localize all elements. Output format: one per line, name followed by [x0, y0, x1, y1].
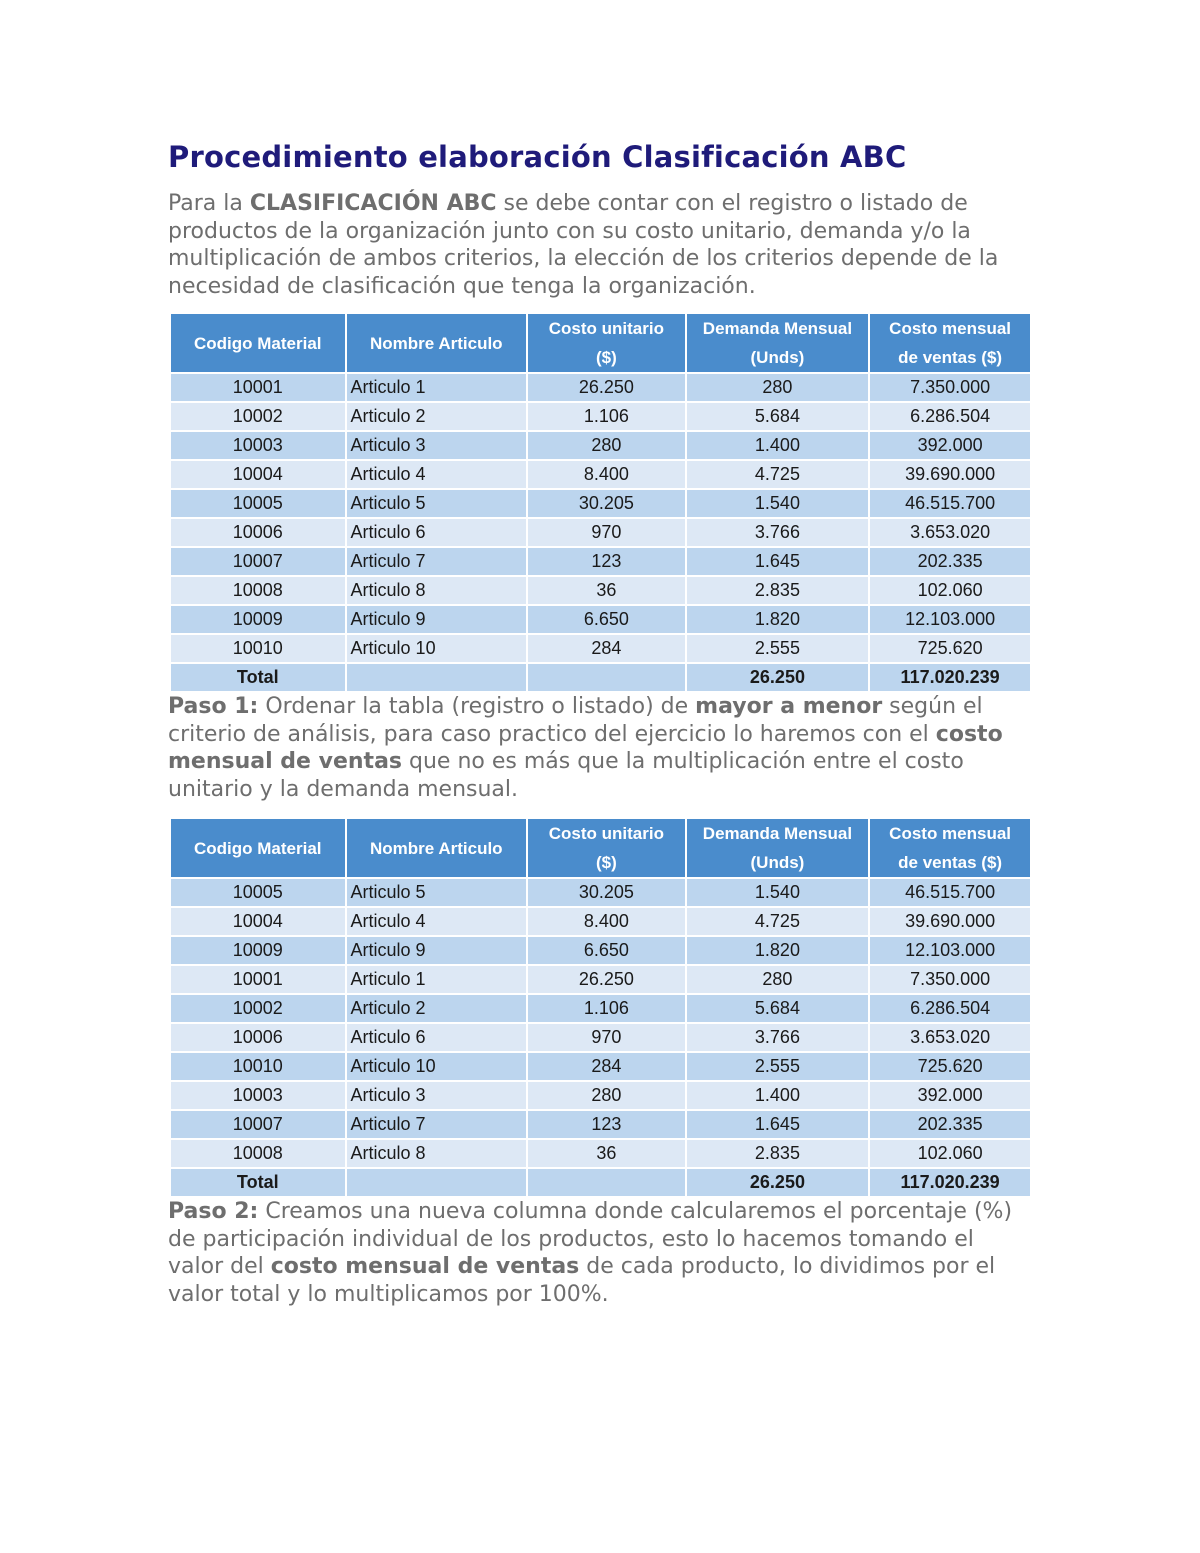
cell-costo-mensual: 39.690.000: [869, 460, 1031, 489]
header-nombre: Nombre Articulo: [346, 818, 528, 878]
cell-codigo: 10007: [170, 1110, 346, 1139]
cell-costo-unitario: 30.205: [527, 878, 686, 907]
cell-codigo: 10010: [170, 1052, 346, 1081]
cell-demanda: 1.540: [686, 878, 870, 907]
cell-nombre: Articulo 3: [346, 1081, 528, 1110]
cell-costo-unitario: 123: [527, 547, 686, 576]
cell-demanda: 3.766: [686, 518, 870, 547]
cell-costo-unitario: 8.400: [527, 907, 686, 936]
total-demanda: 26.250: [686, 1168, 870, 1197]
table-row: [170, 431, 1031, 460]
cell-nombre: Articulo 4: [346, 907, 528, 936]
cell-nombre: Articulo 3: [346, 431, 528, 460]
table-total-row: [170, 1168, 1031, 1197]
cell-costo-mensual: 39.690.000: [869, 907, 1031, 936]
cell-costo-mensual: 202.335: [869, 1110, 1031, 1139]
cell-costo-unitario: 26.250: [527, 373, 686, 402]
cell-demanda: 2.555: [686, 1052, 870, 1081]
table-row: [170, 965, 1031, 994]
cell-costo-unitario: 36: [527, 1139, 686, 1168]
paso1-paragraph: Paso 1: Ordenar la tabla (registro o listado) de mayor a menor según el criterio de análisis, para caso practico del ejercicio lo haremos con el costo mensual de ventas que no es más que la multiplicación entre el costo unitario y la demanda mensual.: [168, 694, 1003, 802]
cell-costo-mensual: 3.653.020: [869, 1023, 1031, 1052]
header-costo-unitario: Costo unitario ($): [527, 818, 686, 878]
table-row: [170, 402, 1031, 431]
cell-demanda: 4.725: [686, 907, 870, 936]
intro-text-1: Para la: [168, 191, 250, 216]
cell-nombre: Articulo 8: [346, 1139, 528, 1168]
cell-codigo: 10003: [170, 1081, 346, 1110]
header-nombre: Nombre Articulo: [346, 313, 528, 373]
cell-costo-unitario: 36: [527, 576, 686, 605]
paso2-bold-1: costo mensual de ventas: [270, 1254, 580, 1279]
cell-nombre: Articulo 10: [346, 1052, 528, 1081]
cell-demanda: 5.684: [686, 994, 870, 1023]
cell-demanda: 280: [686, 373, 870, 402]
cell-nombre: Articulo 9: [346, 936, 528, 965]
cell-codigo: 10006: [170, 518, 346, 547]
table-row: [170, 1023, 1031, 1052]
cell-costo-mensual: 46.515.700: [869, 489, 1031, 518]
cell-costo-mensual: 725.620: [869, 1052, 1031, 1081]
total-label: Total: [170, 1168, 346, 1197]
table-row: [170, 878, 1031, 907]
cell-demanda: 1.645: [686, 547, 870, 576]
cell-codigo: 10007: [170, 547, 346, 576]
table-row: [170, 1081, 1031, 1110]
cell-costo-unitario: 1.106: [527, 402, 686, 431]
header-demanda: Demanda Mensual (Unds): [686, 818, 870, 878]
cell-costo-unitario: 280: [527, 431, 686, 460]
table-row: [170, 994, 1031, 1023]
document-page: [168, 136, 1034, 1308]
total-label: Total: [170, 663, 346, 692]
cell-codigo: 10002: [170, 994, 346, 1023]
cell-nombre: Articulo 5: [346, 489, 528, 518]
cell-costo-unitario: 30.205: [527, 489, 686, 518]
cell-costo-mensual: 6.286.504: [869, 402, 1031, 431]
cell-costo-unitario: 280: [527, 1081, 686, 1110]
cell-costo-mensual: 12.103.000: [869, 605, 1031, 634]
cell-demanda: 1.820: [686, 605, 870, 634]
cell-costo-unitario: 284: [527, 1052, 686, 1081]
cell-nombre: Articulo 2: [346, 994, 528, 1023]
cell-nombre: Articulo 6: [346, 1023, 528, 1052]
paso2-paragraph: Paso 2: Creamos una nueva columna donde calcularemos el porcentaje (%) de participación individual de los productos, esto lo hacemos tomando el valor del costo mensual de ventas de cada producto, lo dividimos por el valor total y lo multiplicamos por 100%.: [168, 1199, 1013, 1307]
cell-nombre: Articulo 7: [346, 547, 528, 576]
table-row: [170, 576, 1031, 605]
cell-demanda: 4.725: [686, 460, 870, 489]
total-costo-mensual: 117.020.239: [869, 663, 1031, 692]
cell-codigo: 10006: [170, 1023, 346, 1052]
cell-costo-mensual: 7.350.000: [869, 965, 1031, 994]
cell-nombre: Articulo 10: [346, 634, 528, 663]
table-row: [170, 936, 1031, 965]
paso1-label: Paso 1:: [168, 694, 259, 719]
cell-nombre: Articulo 4: [346, 460, 528, 489]
table-row: [170, 605, 1031, 634]
total-empty-nombre: [346, 663, 528, 692]
cell-nombre: Articulo 8: [346, 576, 528, 605]
total-empty-costo: [527, 663, 686, 692]
total-empty-costo: [527, 1168, 686, 1197]
cell-demanda: 2.835: [686, 576, 870, 605]
total-empty-nombre: [346, 1168, 528, 1197]
cell-demanda: 5.684: [686, 402, 870, 431]
header-demanda: Demanda Mensual (Unds): [686, 313, 870, 373]
table-total-row: [170, 663, 1031, 692]
intro-bold-abc: CLASIFICACIÓN ABC: [249, 191, 497, 216]
table-row: [170, 547, 1031, 576]
cell-costo-unitario: 970: [527, 1023, 686, 1052]
intro-text-2: se debe contar con el registro o listado de productos de la organización junto con su costo unitario, demanda y/o la multiplicación de ambos criterios, la elección de los criterios depende de la necesidad de clasificación que tenga la organización.: [168, 191, 999, 299]
table-row: [170, 634, 1031, 663]
total-demanda: 26.250: [686, 663, 870, 692]
cell-nombre: Articulo 1: [346, 965, 528, 994]
cell-costo-mensual: 3.653.020: [869, 518, 1031, 547]
cell-nombre: Articulo 2: [346, 402, 528, 431]
cell-codigo: 10004: [170, 907, 346, 936]
cell-codigo: 10004: [170, 460, 346, 489]
header-codigo: Codigo Material: [170, 313, 346, 373]
cell-costo-unitario: 6.650: [527, 605, 686, 634]
cell-demanda: 1.820: [686, 936, 870, 965]
total-costo-mensual: 117.020.239: [869, 1168, 1031, 1197]
cell-nombre: Articulo 1: [346, 373, 528, 402]
cell-demanda: 280: [686, 965, 870, 994]
header-costo-unitario: Costo unitario ($): [527, 313, 686, 373]
cell-costo-unitario: 970: [527, 518, 686, 547]
cell-costo-mensual: 102.060: [869, 576, 1031, 605]
cell-costo-mensual: 102.060: [869, 1139, 1031, 1168]
cell-codigo: 10008: [170, 1139, 346, 1168]
table-row: [170, 489, 1031, 518]
header-costo-mensual: Costo mensual de ventas ($): [869, 818, 1031, 878]
cell-demanda: 1.645: [686, 1110, 870, 1139]
cell-costo-unitario: 1.106: [527, 994, 686, 1023]
cell-codigo: 10010: [170, 634, 346, 663]
cell-codigo: 10002: [170, 402, 346, 431]
cell-codigo: 10001: [170, 965, 346, 994]
header-codigo: Codigo Material: [170, 818, 346, 878]
cell-nombre: Articulo 6: [346, 518, 528, 547]
table-header-row: [170, 313, 1031, 373]
table-original: [169, 312, 1032, 693]
cell-codigo: 10005: [170, 489, 346, 518]
cell-demanda: 1.400: [686, 431, 870, 460]
cell-codigo: 10005: [170, 878, 346, 907]
paso2-label: Paso 2:: [168, 1199, 259, 1224]
cell-nombre: Articulo 5: [346, 878, 528, 907]
cell-costo-mensual: 6.286.504: [869, 994, 1031, 1023]
cell-costo-unitario: 123: [527, 1110, 686, 1139]
cell-nombre: Articulo 7: [346, 1110, 528, 1139]
cell-demanda: 2.555: [686, 634, 870, 663]
header-costo-mensual: Costo mensual de ventas ($): [869, 313, 1031, 373]
cell-costo-unitario: 8.400: [527, 460, 686, 489]
table-row: [170, 1139, 1031, 1168]
cell-costo-mensual: 46.515.700: [869, 878, 1031, 907]
table-row: [170, 518, 1031, 547]
cell-costo-mensual: 7.350.000: [869, 373, 1031, 402]
cell-codigo: 10003: [170, 431, 346, 460]
cell-codigo: 10009: [170, 936, 346, 965]
cell-demanda: 1.540: [686, 489, 870, 518]
cell-costo-mensual: 725.620: [869, 634, 1031, 663]
cell-codigo: 10009: [170, 605, 346, 634]
cell-costo-unitario: 6.650: [527, 936, 686, 965]
cell-costo-unitario: 26.250: [527, 965, 686, 994]
table-header-row: [170, 818, 1031, 878]
paso1-bold-2: costo mensual de ventas: [168, 721, 1003, 774]
table-row: [170, 907, 1031, 936]
cell-costo-mensual: 202.335: [869, 547, 1031, 576]
table-row: [170, 1052, 1031, 1081]
page-title: Procedimiento elaboración Clasificación ABC: [168, 140, 907, 174]
table-row: [170, 1110, 1031, 1139]
table-row: [170, 373, 1031, 402]
table-sorted: [169, 817, 1032, 1198]
cell-codigo: 10008: [170, 576, 346, 605]
cell-demanda: 1.400: [686, 1081, 870, 1110]
cell-costo-mensual: 392.000: [869, 1081, 1031, 1110]
cell-costo-unitario: 284: [527, 634, 686, 663]
cell-codigo: 10001: [170, 373, 346, 402]
intro-paragraph: [168, 190, 1034, 300]
cell-costo-mensual: 392.000: [869, 431, 1031, 460]
cell-nombre: Articulo 9: [346, 605, 528, 634]
cell-demanda: 2.835: [686, 1139, 870, 1168]
table-row: [170, 460, 1031, 489]
paso1-bold-1: mayor a menor: [695, 694, 883, 719]
cell-demanda: 3.766: [686, 1023, 870, 1052]
cell-costo-mensual: 12.103.000: [869, 936, 1031, 965]
